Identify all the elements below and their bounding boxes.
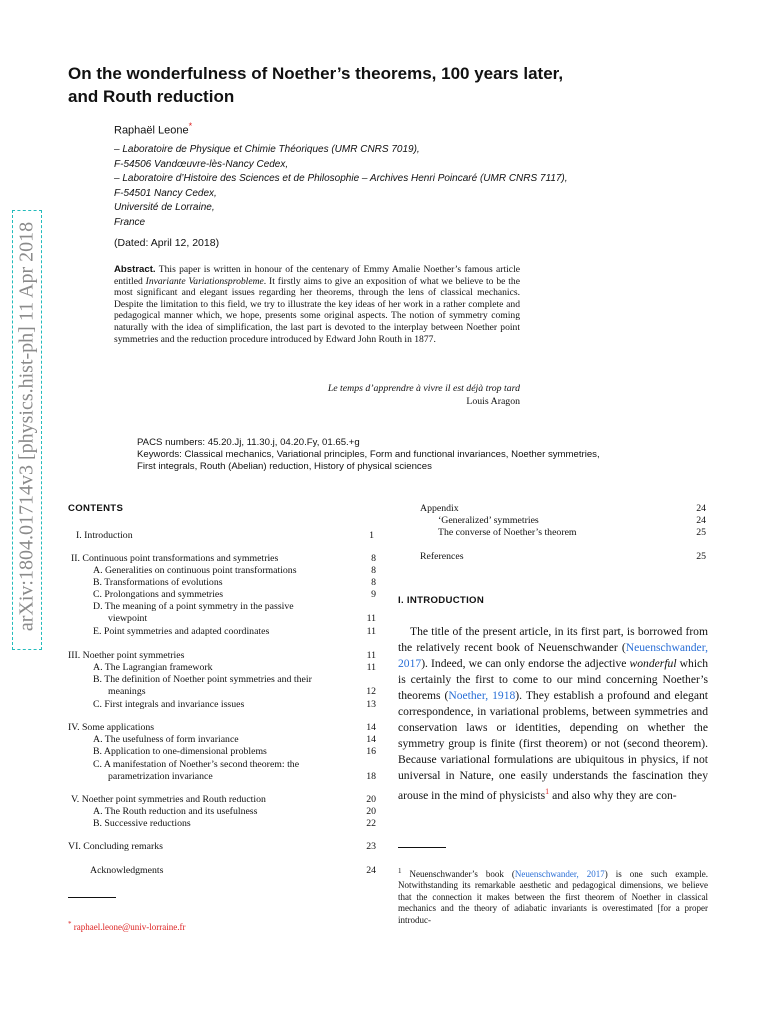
toc-page: 18 xyxy=(366,771,376,782)
affiliation-line: France xyxy=(114,216,146,228)
toc-page: 22 xyxy=(366,818,376,829)
toc-label: I. Introduction xyxy=(76,530,133,541)
intro-text: The title of the present article, in its first part, is borrowed from the relatively recent book of Neuenschwander ( xyxy=(398,625,708,654)
toc-entry[interactable] xyxy=(420,527,706,539)
toc-page: 25 xyxy=(696,527,706,538)
toc-page: 24 xyxy=(696,515,706,526)
toc-page: 23 xyxy=(366,841,376,852)
paper-title xyxy=(68,62,628,108)
intro-text: which is certainly the first to come to our mind concerning Noether’s theorems ( xyxy=(398,657,709,702)
toc-label-cont: meanings xyxy=(108,686,146,697)
toc-page: 25 xyxy=(696,551,706,562)
footnote-1 xyxy=(398,866,708,926)
introduction-paragraph xyxy=(398,624,708,804)
arxiv-identifier[interactable]: arXiv:1804.01714v3 [physics.hist-ph] 11 Apr 2018 xyxy=(15,221,38,632)
author-email-link[interactable]: raphael.leone@univ-lorraine.fr xyxy=(73,922,186,932)
toc-page: 14 xyxy=(366,734,376,745)
arxiv-stamp xyxy=(12,210,42,650)
toc-label: E. Point symmetries and adapted coordinates xyxy=(93,626,270,637)
footnote-mark: * xyxy=(68,920,72,928)
toc-entry[interactable] xyxy=(68,626,376,638)
dated-line: (Dated: April 12, 2018) xyxy=(114,237,220,249)
toc-entry[interactable] xyxy=(68,650,376,662)
toc-entry[interactable] xyxy=(68,530,376,542)
toc-label: III. Noether point symmetries xyxy=(68,650,185,661)
toc-entry[interactable] xyxy=(68,674,376,698)
abstract-label: Abstract. xyxy=(114,264,156,275)
affiliations xyxy=(114,143,568,231)
toc-label: A. The usefulness of form invariance xyxy=(93,734,239,745)
abstract-work-title: Invariante Variationsprobleme xyxy=(145,275,264,287)
toc-label: Appendix xyxy=(420,503,459,514)
toc-page: 11 xyxy=(366,626,376,637)
toc-label: The converse of Noether’s theorem xyxy=(438,527,577,538)
keywords-line-2: First integrals, Routh (Abelian) reduction, History of physical sciences xyxy=(137,461,432,472)
toc-label: B. Successive reductions xyxy=(93,818,191,829)
toc-page: 24 xyxy=(366,865,376,876)
toc-label: C. A manifestation of Noether’s second theorem: the xyxy=(93,759,300,770)
toc-page: 8 xyxy=(371,577,376,588)
affiliation-line: F-54501 Nancy Cedex, xyxy=(114,187,217,199)
contents-heading: CONTENTS xyxy=(68,503,124,514)
toc-page: 11 xyxy=(366,650,376,661)
title-line-2: and Routh reduction xyxy=(68,87,235,106)
toc-label: B. The definition of Noether point symmetries and their xyxy=(93,674,312,685)
intro-emphasis: wonderful xyxy=(629,657,677,670)
toc-entry[interactable] xyxy=(68,818,376,830)
toc-page: 14 xyxy=(366,722,376,733)
toc-entry[interactable] xyxy=(68,601,376,625)
pacs-numbers: PACS numbers: 45.20.Jj, 11.30.j, 04.20.Fy, 01.65.+g xyxy=(137,437,360,448)
toc-label: V. Noether point symmetries and Routh reduction xyxy=(71,794,266,805)
footnote-ref[interactable]: 1 xyxy=(545,787,550,796)
footnote-author-email xyxy=(68,919,368,933)
toc-entry[interactable] xyxy=(68,806,376,818)
toc-label: Acknowledgments xyxy=(90,865,164,876)
toc-label: C. First integrals and invariance issues xyxy=(93,699,245,710)
intro-text: ). They establish a profound and elegant correspondence, in variational problems, between symmetries and conservation laws or identities, depending on whether the symmetry group is finite (first theorem) or not (second theorem). Because variational formulations are ubiquitous in physics, if not universal in Nature, one easily understands the fascination they arouse in the mind of physicists xyxy=(398,689,708,802)
toc-entry[interactable] xyxy=(420,515,706,527)
title-line-1: On the wonderfulness of Noether’s theorems, 100 years later, xyxy=(68,64,564,83)
footnote-mark: 1 xyxy=(398,867,402,875)
toc-label: C. Prolongations and symmetries xyxy=(93,589,224,600)
affiliation-line: Université de Lorraine, xyxy=(114,202,215,214)
toc-page: 11 xyxy=(366,613,376,624)
toc-entry[interactable] xyxy=(68,553,376,565)
toc-entry[interactable] xyxy=(420,551,706,563)
toc-page: 12 xyxy=(366,686,376,697)
toc-label: References xyxy=(420,551,464,562)
toc-label: IV. Some applications xyxy=(68,722,155,733)
toc-page: 20 xyxy=(366,794,376,805)
toc-label-cont: viewpoint xyxy=(108,613,148,624)
toc-page: 24 xyxy=(696,503,706,514)
abstract-text-2: . It firstly aims to give an exposition of what we believe to be the most significant and elegant issues regarding her theorems, through the lens of classical mechanics. Despite the limitation to this field, we try to illustrate the key ideas of her work in a rather complete and pedagogical manner which, we hope, presents some original aspects. The notion of symmetry coming naturally with the idea of simplification, the last part is devoted to the interplay between Noether point symmetries and the reduction procedure introduced by Edward John Routh in 1877. xyxy=(114,275,520,345)
toc-entry[interactable] xyxy=(68,794,376,806)
toc-label: A. The Lagrangian framework xyxy=(93,662,213,673)
intro-text: and also why they are con- xyxy=(549,788,677,802)
affiliation-line: F-54506 Vandœuvre-lès-Nancy Cedex, xyxy=(114,158,289,170)
abstract xyxy=(114,264,520,345)
toc-page: 9 xyxy=(371,589,376,600)
author-line xyxy=(114,121,192,137)
footnote-rule xyxy=(398,847,446,848)
toc-label: VI. Concluding remarks xyxy=(68,841,163,852)
toc-label: A. The Routh reduction and its usefulness xyxy=(93,806,258,817)
footnote-text: Neuenschwander’s book ( xyxy=(401,869,515,879)
toc-label: B. Transformations of evolutions xyxy=(93,577,223,588)
toc-entry[interactable] xyxy=(68,759,376,783)
toc-page: 1 xyxy=(369,530,374,541)
toc-entry[interactable] xyxy=(68,841,376,853)
intro-text: ). Indeed, we can only endorse the adjective xyxy=(421,657,630,670)
epigraph-quote: Le temps d’apprendre à vivre il est déjà trop tard xyxy=(327,383,520,394)
epigraph xyxy=(114,382,520,408)
pacs-keywords xyxy=(137,437,637,473)
toc-entry[interactable] xyxy=(68,589,376,601)
toc-page: 11 xyxy=(366,662,376,673)
toc-entry[interactable] xyxy=(68,699,376,711)
citation-link[interactable]: Noether, 1918 xyxy=(448,689,516,702)
abstract-text-1: This paper is written in honour of the centenary of Emmy Amalie Noether’s famous article entitled xyxy=(114,264,520,287)
toc-page: 16 xyxy=(366,746,376,757)
toc-entry[interactable] xyxy=(68,662,376,674)
epigraph-author: Louis Aragon xyxy=(466,396,520,407)
toc-entry[interactable] xyxy=(68,734,376,746)
toc-label: II. Continuous point transformations and symmetries xyxy=(71,553,279,564)
citation-link[interactable]: Neuenschwander, 2017 xyxy=(514,869,605,879)
author-name: Raphaël Leone xyxy=(114,124,189,137)
footnote-text: ) is one such example. Notwithstanding its remarkable aesthetic and pedagogical dimensions, we believe that the connection it makes between the first theorem of Noether in classical mechanics and the theory of adiabatic invariants is overestimated [for a proper introduc- xyxy=(398,869,708,925)
affiliation-line: – Laboratoire de Physique et Chimie Théoriques (UMR CNRS 7019), xyxy=(114,144,420,155)
toc-label: A. Generalities on continuous point transformations xyxy=(93,565,297,576)
toc-entry[interactable] xyxy=(420,503,706,515)
citation-link[interactable]: Neuenschwander, 2017 xyxy=(398,641,708,670)
toc-page: 13 xyxy=(366,699,376,710)
toc-page: 8 xyxy=(371,553,376,564)
toc-label-cont: parametrization invariance xyxy=(108,771,213,782)
toc-page: 8 xyxy=(371,565,376,576)
toc-entry[interactable] xyxy=(68,865,376,877)
toc-label: ‘Generalized’ symmetries xyxy=(438,515,539,526)
toc-label: D. The meaning of a point symmetry in the passive xyxy=(93,601,294,612)
author-footnote-mark[interactable]: * xyxy=(188,121,193,131)
toc-entry[interactable] xyxy=(68,577,376,589)
footnote-rule xyxy=(68,897,116,898)
toc-entry[interactable] xyxy=(68,722,376,734)
toc-label: B. Application to one-dimensional problems xyxy=(93,746,267,757)
keywords-line-1: Keywords: Classical mechanics, Variational principles, Form and functional invariances, Noether symmetries, xyxy=(137,449,600,460)
affiliation-line: – Laboratoire d’Histoire des Sciences et de Philosophie – Archives Henri Poincaré (UMR CNRS 7117), xyxy=(114,173,568,185)
toc-entry[interactable] xyxy=(68,746,376,758)
toc-entry[interactable] xyxy=(68,565,376,577)
section-heading-introduction: I. INTRODUCTION xyxy=(398,595,485,606)
toc-page: 20 xyxy=(366,806,376,817)
